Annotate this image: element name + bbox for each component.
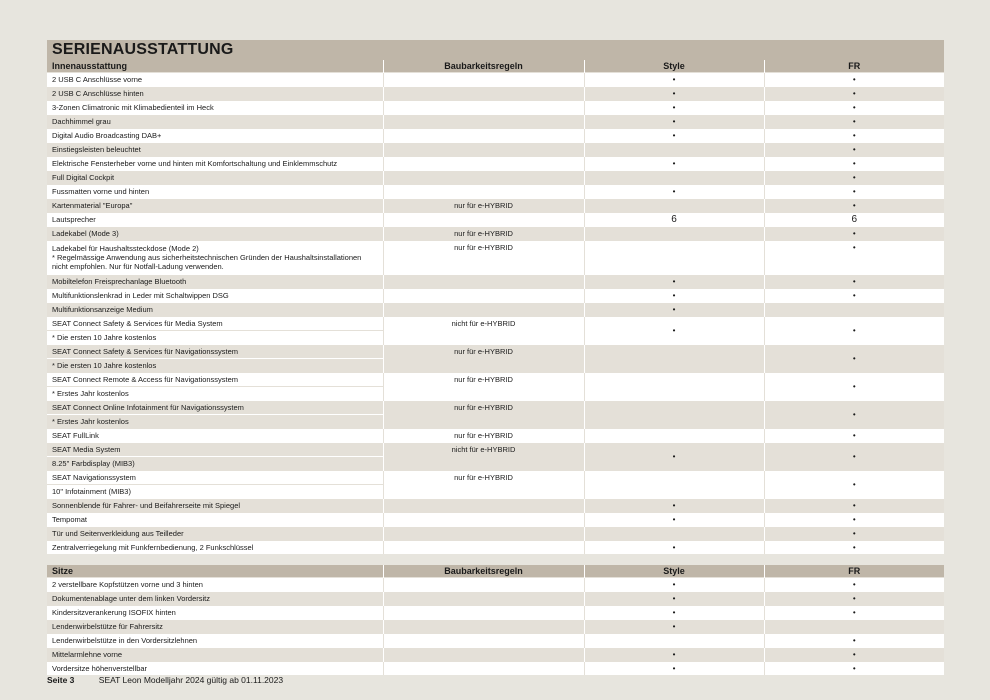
- rule-cell: [383, 143, 584, 157]
- fr-cell: •: [764, 592, 944, 606]
- feature-note: * Erstes Jahr kostenlos: [47, 415, 383, 429]
- rule-cell: [383, 541, 584, 555]
- fr-cell: •: [764, 606, 944, 620]
- rule-cell: nur für e-HYBRID: [383, 345, 584, 373]
- rule-cell: [383, 129, 584, 143]
- fr-cell: •: [764, 634, 944, 648]
- fr-cell: •: [764, 471, 944, 499]
- feature-note: * Die ersten 10 Jahre kostenlos: [47, 331, 383, 345]
- rule-cell: [383, 185, 584, 199]
- feature-name: Digital Audio Broadcasting DAB+: [47, 129, 383, 143]
- feature-name: Ladekabel für Haushaltssteckdose (Mode 2): [52, 244, 199, 253]
- style-cell: [584, 199, 764, 213]
- feature-cell: [47, 241, 383, 275]
- table-row: [47, 227, 944, 241]
- feature-name: Sonnenblende für Fahrer- und Beifahrerseite mit Spiegel: [47, 499, 383, 513]
- style-cell: •: [584, 443, 764, 471]
- rule-cell: [383, 513, 584, 527]
- feature-name: Fussmatten vorne und hinten: [47, 185, 383, 199]
- rule-cell: [383, 275, 584, 289]
- rule-cell: nur für e-HYBRID: [383, 199, 584, 213]
- fr-cell: •: [764, 499, 944, 513]
- rule-cell: [383, 634, 584, 648]
- fr-cell: •: [764, 429, 944, 443]
- fr-cell: •: [764, 199, 944, 213]
- table-row: [47, 429, 944, 443]
- table-row: [47, 87, 944, 101]
- section-table-seats: [47, 565, 944, 675]
- feature-name: Dokumentenablage unter dem linken Vordersitz: [47, 592, 383, 606]
- table-row: [47, 199, 944, 213]
- rule-cell: nicht für e-HYBRID: [383, 443, 584, 471]
- fr-cell: •: [764, 101, 944, 115]
- fr-cell: •: [764, 185, 944, 199]
- feature-name: Einstiegsleisten beleuchtet: [47, 143, 383, 157]
- fr-cell: •: [764, 513, 944, 527]
- style-cell: [584, 345, 764, 373]
- rule-cell: [383, 606, 584, 620]
- feature-name: Elektrische Fensterheber vorne und hinten mit Komfortschaltung und Einklemmschutz: [47, 157, 383, 171]
- rule-cell: [383, 499, 584, 513]
- style-cell: •: [584, 157, 764, 171]
- rule-cell: [383, 592, 584, 606]
- table-row: [47, 620, 944, 634]
- column-header-style: Style: [584, 60, 764, 73]
- column-header-rules: Baubarkeitsregeln: [383, 565, 584, 578]
- rule-cell: [383, 648, 584, 662]
- feature-name: Lendenwirbelstütze in den Vordersitzlehnen: [47, 634, 383, 648]
- style-cell: •: [584, 513, 764, 527]
- feature-name: Mobiltelefon Freisprechanlage Bluetooth: [47, 275, 383, 289]
- fr-cell: •: [764, 345, 944, 373]
- style-cell: •: [584, 499, 764, 513]
- style-cell: •: [584, 275, 764, 289]
- feature-name: SEAT Connect Online Infotainment für Navigationssystem: [47, 401, 383, 415]
- feature-name: SEAT FullLink: [47, 429, 383, 443]
- column-header-style: Style: [584, 565, 764, 578]
- table-row: [47, 129, 944, 143]
- table-row: [47, 303, 944, 317]
- table-row: [47, 185, 944, 199]
- rule-cell: [383, 527, 584, 541]
- fr-cell: •: [764, 241, 944, 275]
- spec-sheet: [47, 40, 944, 675]
- rule-cell: [383, 289, 584, 303]
- style-cell: •: [584, 578, 764, 592]
- table-row: [47, 513, 944, 527]
- fr-cell: •: [764, 541, 944, 555]
- table-row: [47, 143, 944, 157]
- table-row: [47, 541, 944, 555]
- feature-name: Tempomat: [47, 513, 383, 527]
- feature-name: Vordersitze höhenverstellbar: [47, 662, 383, 676]
- style-cell: •: [584, 541, 764, 555]
- style-cell: •: [584, 606, 764, 620]
- fr-cell: [764, 303, 944, 317]
- feature-note: * Regelmässige Anwendung aus sicherheitstechnischen Gründen der Haushaltsinstallationen nicht empfohlen. Nur für Notfall-Ladung verwenden.: [52, 253, 362, 271]
- style-cell: [584, 241, 764, 275]
- page-footer: [47, 675, 283, 685]
- table-row: [47, 648, 944, 662]
- feature-name: Lautsprecher: [47, 213, 383, 227]
- table-row: [47, 317, 944, 331]
- rule-cell: [383, 662, 584, 676]
- fr-cell: •: [764, 527, 944, 541]
- table-row: [47, 157, 944, 171]
- style-cell: •: [584, 185, 764, 199]
- feature-name: Full Digital Cockpit: [47, 171, 383, 185]
- table-row: [47, 634, 944, 648]
- feature-note: * Erstes Jahr kostenlos: [47, 387, 383, 401]
- page-title: SERIENAUSSTATTUNG: [47, 40, 944, 60]
- fr-cell: •: [764, 73, 944, 87]
- fr-cell: 6: [764, 213, 944, 227]
- fr-cell: •: [764, 129, 944, 143]
- table-row: [47, 171, 944, 185]
- fr-cell: •: [764, 401, 944, 429]
- fr-cell: •: [764, 443, 944, 471]
- style-cell: •: [584, 289, 764, 303]
- style-cell: •: [584, 317, 764, 345]
- fr-cell: •: [764, 171, 944, 185]
- feature-name: Kindersitzverankerung ISOFIX hinten: [47, 606, 383, 620]
- style-cell: [584, 401, 764, 429]
- rule-cell: nur für e-HYBRID: [383, 373, 584, 401]
- column-header-fr: FR: [764, 60, 944, 73]
- rule-cell: [383, 578, 584, 592]
- feature-name: Kartenmaterial "Europa": [47, 199, 383, 213]
- feature-name: Zentralverriegelung mit Funkfernbedienung, 2 Funkschlüssel: [47, 541, 383, 555]
- rule-cell: [383, 620, 584, 634]
- style-cell: •: [584, 129, 764, 143]
- fr-cell: •: [764, 227, 944, 241]
- table-row: [47, 662, 944, 676]
- style-cell: [584, 171, 764, 185]
- feature-name: 2 USB C Anschlüsse vorne: [47, 73, 383, 87]
- rule-cell: [383, 213, 584, 227]
- rule-cell: [383, 73, 584, 87]
- page-number: Seite 3: [47, 675, 75, 685]
- fr-cell: •: [764, 648, 944, 662]
- section-header: Sitze: [47, 565, 383, 578]
- table-row: [47, 241, 944, 275]
- section-table-interior: [47, 60, 944, 554]
- style-cell: •: [584, 101, 764, 115]
- style-cell: [584, 527, 764, 541]
- fr-cell: •: [764, 662, 944, 676]
- rule-cell: nur für e-HYBRID: [383, 227, 584, 241]
- table-row: [47, 101, 944, 115]
- table-row: [47, 275, 944, 289]
- table-row: [47, 373, 944, 387]
- rule-cell: nicht für e-HYBRID: [383, 317, 584, 345]
- column-header-fr: FR: [764, 565, 944, 578]
- feature-name: SEAT Navigationssystem: [47, 471, 383, 485]
- feature-name: 2 USB C Anschlüsse hinten: [47, 87, 383, 101]
- column-header-rules: Baubarkeitsregeln: [383, 60, 584, 73]
- table-row: [47, 471, 944, 485]
- feature-note: 10" Infotainment (MIB3): [47, 485, 383, 499]
- feature-name: Dachhimmel grau: [47, 115, 383, 129]
- style-cell: [584, 429, 764, 443]
- style-cell: [584, 227, 764, 241]
- fr-cell: •: [764, 317, 944, 345]
- feature-name: Mittelarmlehne vorne: [47, 648, 383, 662]
- style-cell: •: [584, 87, 764, 101]
- fr-cell: [764, 620, 944, 634]
- fr-cell: •: [764, 115, 944, 129]
- table-row: [47, 213, 944, 227]
- rule-cell: nur für e-HYBRID: [383, 241, 584, 275]
- table-row: [47, 527, 944, 541]
- style-cell: [584, 373, 764, 401]
- rule-cell: nur für e-HYBRID: [383, 471, 584, 499]
- style-cell: •: [584, 303, 764, 317]
- fr-cell: •: [764, 275, 944, 289]
- feature-name: 2 verstellbare Kopfstützen vorne und 3 hinten: [47, 578, 383, 592]
- fr-cell: •: [764, 289, 944, 303]
- style-cell: •: [584, 648, 764, 662]
- style-cell: [584, 471, 764, 499]
- feature-name: 3-Zonen Climatronic mit Klimabedienteil im Heck: [47, 101, 383, 115]
- rule-cell: nur für e-HYBRID: [383, 401, 584, 429]
- feature-note: * Die ersten 10 Jahre kostenlos: [47, 359, 383, 373]
- style-cell: 6: [584, 213, 764, 227]
- feature-name: Multifunktionslenkrad in Leder mit Schaltwippen DSG: [47, 289, 383, 303]
- rule-cell: [383, 157, 584, 171]
- feature-name: Tür und Seitenverkleidung aus Teilleder: [47, 527, 383, 541]
- feature-name: Ladekabel (Mode 3): [47, 227, 383, 241]
- rule-cell: [383, 87, 584, 101]
- table-row: [47, 499, 944, 513]
- style-cell: •: [584, 620, 764, 634]
- fr-cell: •: [764, 87, 944, 101]
- table-row: [47, 115, 944, 129]
- table-row: [47, 401, 944, 415]
- rule-cell: [383, 115, 584, 129]
- table-row: [47, 443, 944, 457]
- style-cell: •: [584, 592, 764, 606]
- fr-cell: •: [764, 143, 944, 157]
- footer-text: SEAT Leon Modelljahr 2024 gültig ab 01.11.2023: [98, 675, 284, 685]
- section-header: Innenausstattung: [47, 60, 383, 73]
- fr-cell: •: [764, 578, 944, 592]
- fr-cell: •: [764, 157, 944, 171]
- table-row: [47, 578, 944, 592]
- section-header-row: [47, 60, 944, 73]
- rule-cell: [383, 101, 584, 115]
- feature-name: SEAT Connect Safety & Services für Media System: [47, 317, 383, 331]
- rule-cell: [383, 303, 584, 317]
- style-cell: [584, 634, 764, 648]
- feature-note: 8.25" Farbdisplay (MIB3): [47, 457, 383, 471]
- table-row: [47, 592, 944, 606]
- feature-name: SEAT Media System: [47, 443, 383, 457]
- style-cell: •: [584, 73, 764, 87]
- feature-name: Multifunktionsanzeige Medium: [47, 303, 383, 317]
- rule-cell: nur für e-HYBRID: [383, 429, 584, 443]
- table-row: [47, 289, 944, 303]
- section-header-row: [47, 565, 944, 578]
- fr-cell: •: [764, 373, 944, 401]
- style-cell: •: [584, 115, 764, 129]
- style-cell: [584, 143, 764, 157]
- table-row: [47, 345, 944, 359]
- table-row: [47, 73, 944, 87]
- feature-name: SEAT Connect Remote & Access für Navigationssystem: [47, 373, 383, 387]
- feature-name: SEAT Connect Safety & Services für Navigationssystem: [47, 345, 383, 359]
- style-cell: •: [584, 662, 764, 676]
- table-row: [47, 606, 944, 620]
- rule-cell: [383, 171, 584, 185]
- feature-name: Lendenwirbelstütze für Fahrersitz: [47, 620, 383, 634]
